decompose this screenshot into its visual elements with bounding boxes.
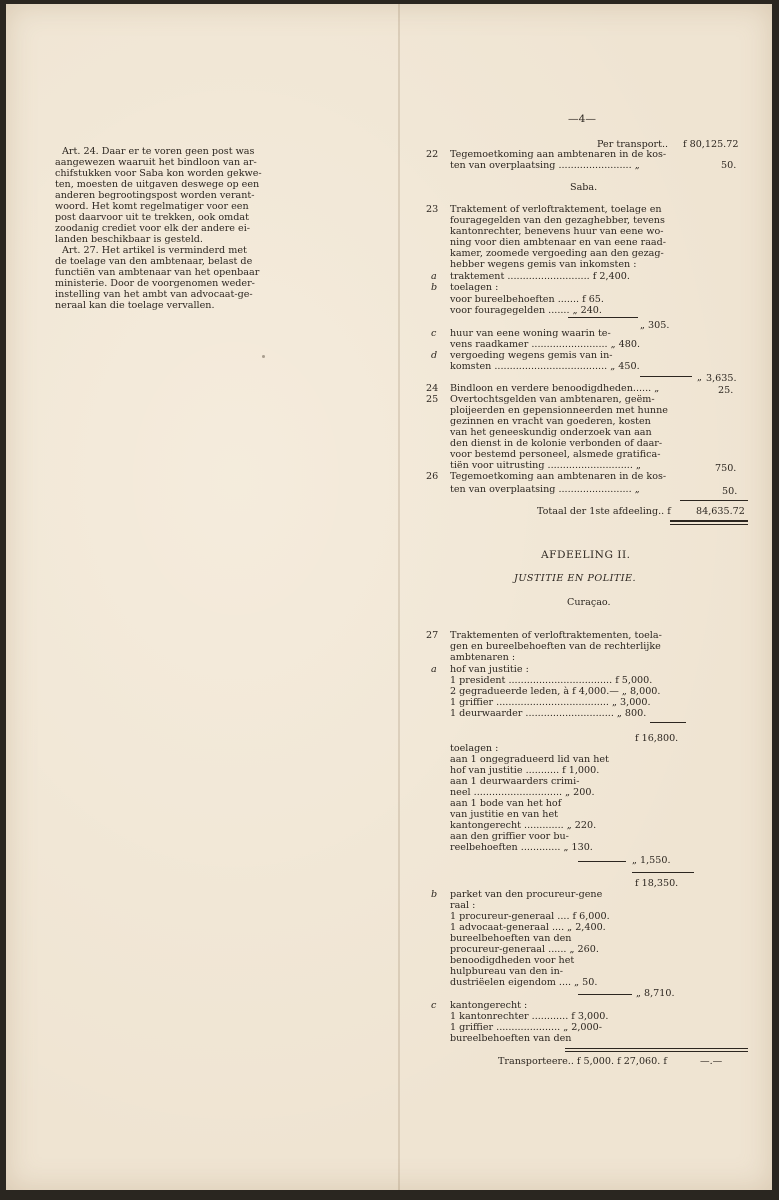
line-item: hulpbureau van den in- — [450, 966, 564, 977]
line-item: 1 griffier ..................... „ 2,000- — [450, 1022, 602, 1033]
paper-speck — [262, 355, 265, 358]
sub-letter: b — [431, 889, 438, 900]
line-item: aan 1 deurwaarders crimi- — [450, 776, 580, 787]
rule — [650, 722, 686, 723]
left-line: functiën van ambtenaar van het openbaar — [55, 267, 260, 278]
page-number: —4— — [568, 113, 596, 125]
article-text: hebber wegens gemis van inkomsten : — [450, 259, 637, 270]
article-text: Bindloon en verdere benoodigdheden...... „ — [450, 383, 660, 394]
line-item: vergoeding wegens gemis van in- — [450, 350, 613, 361]
article-number: 27 — [426, 630, 439, 641]
line-item: 1 kantonrechter ............ f 3,000. — [450, 1011, 609, 1022]
line-item: 1 deurwaarder ............................. „ 800. — [450, 708, 647, 719]
line-item: aan 1 bode van het hof — [450, 798, 562, 809]
article-text: tiën voor uitrusting ............................ „ — [450, 460, 641, 471]
article-text: gezinnen en vracht van goederen, kosten — [450, 416, 651, 427]
per-transport-value: f 80,125.72 — [683, 139, 739, 150]
article-number: 25 — [426, 394, 439, 405]
line-item: huur van eene woning waarin te- — [450, 328, 611, 339]
left-line: post daarvoor uit te trekken, ook omdat — [55, 212, 249, 223]
left-line: woord. Het komt regelmatiger voor een — [55, 201, 249, 212]
line-item: benoodigdheden voor het — [450, 955, 575, 966]
line-item: procureur-generaal ...... „ 260. — [450, 944, 599, 955]
line-item: reelbehoeften ............. „ 130. — [450, 842, 593, 853]
subtotal: „ 305. — [640, 320, 670, 331]
rule — [578, 994, 632, 995]
article-text: gen en bureelbehoeften van de rechterlijke — [450, 641, 661, 652]
transport-blank: —.— — [700, 1056, 723, 1067]
line-item: raal : — [450, 900, 476, 911]
line-item: neel ............................. „ 200. — [450, 787, 595, 798]
article-number: 22 — [426, 149, 439, 160]
left-line: ministerie. Door de voorgenomen weder- — [55, 278, 255, 289]
article-text: Traktement of verloftraktement, toelage en — [450, 204, 662, 215]
line-item: 1 procureur-generaal .... f 6,000. — [450, 911, 610, 922]
sub-letter: c — [431, 1000, 437, 1011]
line-item: parket van den procureur-gene — [450, 889, 603, 900]
article-text: fouragegelden van den gezaghebber, tevens — [450, 215, 665, 226]
article-number: 24 — [426, 383, 439, 394]
line-item: aan 1 ongegradueerd lid van het — [450, 754, 609, 765]
section-heading-curacao: Curaçao. — [567, 597, 611, 608]
article-text: ploijeerden en gepensionneerden met hunne — [450, 405, 668, 416]
double-rule — [670, 524, 748, 525]
article-text: kantonrechter, benevens huur van eene wo- — [450, 226, 664, 237]
article-text: den dienst in de kolonie verbonden of daar- — [450, 438, 663, 449]
left-line: Art. 24. Daar er te voren geen post was — [62, 146, 255, 157]
left-line: Art. 27. Het artikel is verminderd met — [62, 245, 247, 256]
sub-letter: c — [431, 328, 437, 339]
article-text: Traktementen of verloftraktementen, toela- — [450, 630, 662, 641]
division-subtitle: JUSTITIE EN POLITIE. — [514, 573, 637, 584]
left-line: chifstukken voor Saba kon worden gekwe- — [55, 168, 262, 179]
quote-mark: „ — [697, 372, 702, 383]
sub-letter: b — [431, 282, 438, 293]
line-item: voor fouragegelden ....... „ 240. — [450, 305, 602, 316]
rule — [680, 500, 748, 501]
line-item: voor bureelbehoeften ....... f 65. — [450, 294, 604, 305]
line-item: toelagen : — [450, 282, 499, 293]
article-value: 50. — [721, 160, 737, 171]
line-item: kantongerecht : — [450, 1000, 528, 1011]
rule — [565, 1051, 748, 1052]
transport-label: Transporteere.. f 5,000. f 27,060. f — [498, 1056, 667, 1067]
sub-letter: a — [431, 664, 437, 675]
subtotal: „ 8,710. — [636, 988, 675, 999]
rule — [568, 317, 638, 318]
line-item: dustriëelen eigendom .... „ 50. — [450, 977, 598, 988]
total-label: Totaal der 1ste afdeeling.. f — [537, 506, 671, 517]
page-fold — [398, 4, 400, 1190]
article-text: ambtenaren : — [450, 652, 516, 663]
article-text: van het geneeskundig onderzoek van aan — [450, 427, 652, 438]
line-item: vens raadkamer ......................... „ 480. — [450, 339, 641, 350]
left-line: landen beschikbaar is gesteld. — [55, 234, 203, 245]
total-value: 84,635.72 — [696, 506, 745, 517]
subtotal: f 18,350. — [635, 878, 679, 889]
division-title: AFDEELING II. — [541, 549, 631, 561]
line-item: hof van justitie ........... f 1,000. — [450, 765, 600, 776]
article-text: Tegemoetkoming aan ambtenaren in de kos- — [450, 149, 667, 160]
left-line: instelling van het ambt van advocaat-ge- — [55, 289, 253, 300]
sub-letter: d — [431, 350, 438, 361]
rule — [578, 861, 626, 862]
article-text: voor bestemd personeel, alsmede gratifica- — [450, 449, 661, 460]
left-line: de toelage van den ambtenaar, belast de — [55, 256, 253, 267]
line-item: 1 advocaat-generaal .... „ 2,400. — [450, 922, 606, 933]
rule — [640, 376, 692, 377]
line-item: toelagen : — [450, 743, 499, 754]
section-heading-saba: Saba. — [570, 182, 598, 193]
line-item: aan den griffier voor bu- — [450, 831, 569, 842]
article-text: Overtochtsgelden van ambtenaren, geëm- — [450, 394, 655, 405]
article-number: 23 — [426, 204, 439, 215]
article-value: 25. — [718, 385, 734, 396]
left-line: neraal kan die toelage vervallen. — [55, 300, 215, 311]
double-rule — [670, 520, 748, 522]
article-text: ten van overplaatsing ........................ „ — [450, 484, 640, 495]
left-line: zoodanig crediet voor elk der andere ei- — [55, 223, 251, 234]
subtotal: „ 1,550. — [632, 855, 671, 866]
article-number: 26 — [426, 471, 439, 482]
line-item: 2 gegradueerde leden, à f 4,000.— „ 8,000. — [450, 686, 661, 697]
left-line: aangewezen waaruit het bindloon van ar- — [55, 157, 257, 168]
line-item: traktement ........................... f 2,400. — [450, 271, 630, 282]
article-value: 750. — [715, 463, 737, 474]
left-line: ten, moesten de uitgaven deswege op een — [55, 179, 260, 190]
article-text: Tegemoetkoming aan ambtenaren in de kos- — [450, 471, 667, 482]
per-transport-label: Per transport.. — [597, 139, 669, 150]
line-item: hof van justitie : — [450, 664, 529, 675]
subtotal: f 16,800. — [635, 733, 679, 744]
article-text: kamer, zoomede vergoeding aan den gezag- — [450, 248, 664, 259]
rule — [565, 1048, 748, 1049]
sub-letter: a — [431, 271, 437, 282]
line-item: kantongerecht ............. „ 220. — [450, 820, 597, 831]
line-item: bureelbehoeften van den — [450, 1033, 572, 1044]
line-item: bureelbehoeften van den — [450, 933, 572, 944]
left-line: anderen begrootingspost worden verant- — [55, 190, 255, 201]
line-item: 1 griffier ..................................... „ 3,000. — [450, 697, 651, 708]
line-item: van justitie en van het — [450, 809, 559, 820]
article-text: ten van overplaatsing ........................ „ — [450, 160, 640, 171]
line-item: komsten ..................................... „ 450. — [450, 361, 640, 372]
rule — [632, 872, 694, 873]
line-item: 1 president .................................. f 5,000. — [450, 675, 653, 686]
article-text: ning voor dien ambtenaar en van eene raad- — [450, 237, 667, 248]
article-value: 3,635. — [706, 373, 737, 384]
article-value: 50. — [722, 486, 738, 497]
